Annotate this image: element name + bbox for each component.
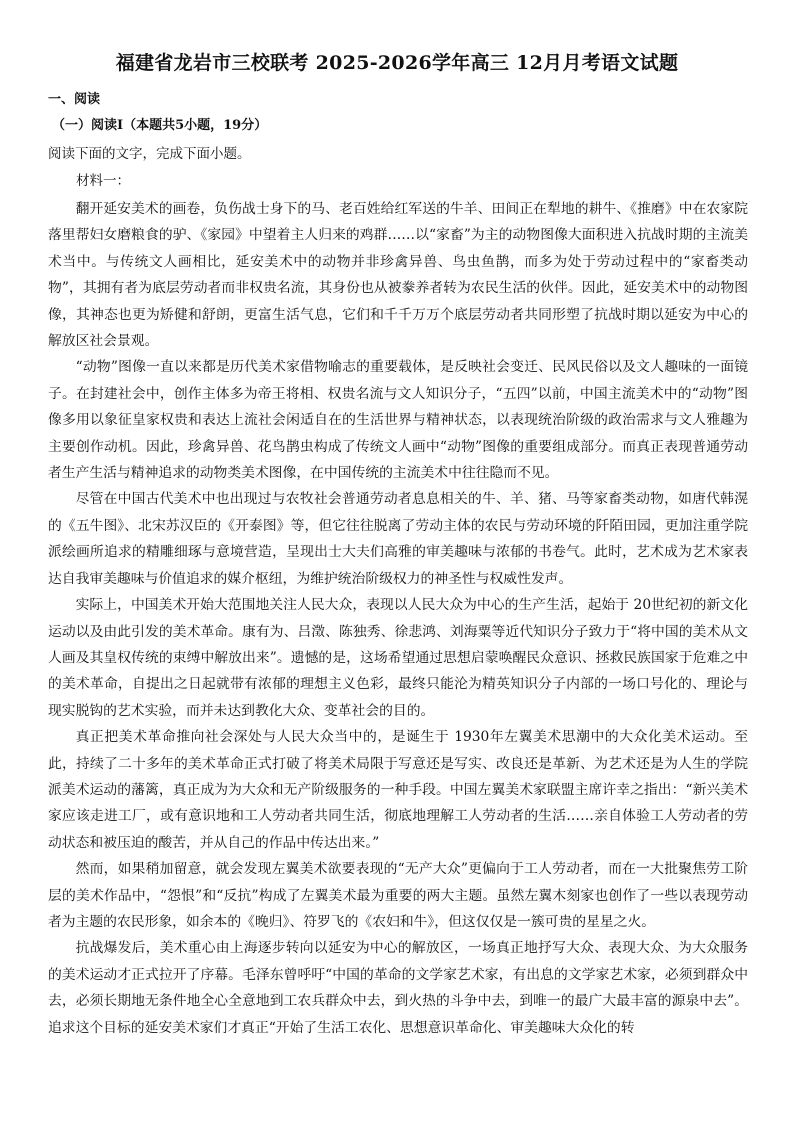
- passage-paragraph: 实际上，中国美术开始大范围地关注人民大众，表现以人民大众为中心的生产生活，起始于 20世纪初的新文化运动以及由此引发的美术革命。康有为、吕澂、陈独秀、徐悲鸿、刘海粟等近代知识分子致力于“将中国的美术从文人画及其皇权传统的束缚中解放出来”。遗憾的是，这场希望通过思想启蒙唤醒民众意识、拯救民族国家于危难之中的美术革命，自提出之日起就带有浓郁的理想主义色彩，最终只能沦为精英知识分子内部的一场口号化的、理论与现实脱钩的艺术实验，而并未达到教化大众、变革社会的目的。: [48, 597, 748, 719]
- sub-section-heading: （一）阅读Ⅰ（本题共5小题，19分）: [52, 118, 268, 133]
- passage-paragraph: 尽管在中国古代美术中也出现过与农牧社会普通劳动者息息相关的牛、羊、猪、马等家畜类动物，如唐代韩滉的《五牛图》、北宋苏汉臣的《开泰图》等，但它往往脱离了劳动主体的农民与劳动环境的阡陌田园，更加注重学院派绘画所追求的精雕细琢与意境营造，呈现出士大夫们高雅的审美趣味与浓郁的书卷气。此时，艺术成为艺术家表达自我审美趣味与价值追求的媒介枢纽，为维护统治阶级权力的神圣性与权威性发声。: [48, 491, 748, 587]
- reading-instruction: 阅读下面的文字，完成下面小题。: [48, 146, 251, 162]
- material-label: 材料一：: [76, 173, 130, 189]
- passage-paragraph: 真正把美术革命推向社会深处与人民大众当中的，是诞生于 1930年左翼美术思潮中的大众化美术运动。至此，持续了二十多年的美术革命正式打破了将美术局限于写意还是写实、改良还是革新、为艺术还是为人生的学院派美术运动的藩篱，真正成为为大众和无产阶级服务的一种手段。中国左翼美术家联盟主席许幸之指出：“新兴美术家应该走进工厂，或有意识地和工人劳动者共同生活，彻底地理解工人劳动者的生活……亲自体验工人劳动者的劳动状态和被压迫的酸苦，并从自己的作品中传达出来。”: [48, 729, 748, 851]
- passage-paragraph: 翻开延安美术的画卷，负伤战士身下的马、老百姓给红军送的牛羊、田间正在犁地的耕牛、《推磨》中在农家院落里帮妇女磨粮食的驴、《家园》中望着主人归来的鸡群……以“家畜”为主的动物图像大面积进入抗战时期的主流美术当中。与传统文人画相比，延安美术中的动物并非珍禽异兽、鸟虫鱼鹊，而多为处于劳动过程中的“家畜类动物”，其拥有者为底层劳动者而非权贵名流，其身份也从被豢养者转为农民生活的伙伴。因此，延安美术中的动物图像，其神态也更为矫健和舒朗，更富生活气息，它们和千千万万个底层劳动者共同形塑了抗战时期以延安为中心的解放区社会景观。: [48, 201, 748, 350]
- passage-paragraph: 然而，如果稍加留意，就会发现左翼美术欲要表现的“无产大众”更偏向于工人劳动者，而在一大批聚焦劳工阶层的美术作品中，“怨恨”和“反抗”构成了左翼美术最为重要的两大主题。虽然左翼木刻家也创作了一些以表现劳动者为主题的农民形象，如余本的《晚归》、符罗飞的《农妇和牛》，但这仅仅是一簇可贵的星星之火。: [48, 861, 748, 930]
- section-heading: 一、阅读: [48, 92, 101, 107]
- passage-paragraph: 抗战爆发后，美术重心由上海逐步转向以延安为中心的解放区，一场真正地抒写大众、表现大众、为大众服务的美术运动才正式拉开了序幕。毛泽东曾呼吁“中国的革命的文学家艺术家，有出息的文学家艺术家，必须到群众中去，必须长期地无条件地全心全意地到工农兵群众中去，到火热的斗争中去，到唯一的最广大最丰富的源泉中去”。追求这个目标的延安美术家们才真正“开始了生活工农化、思想意识革命化、审美趣味大众化的转: [48, 940, 748, 1036]
- exam-title: 福建省龙岩市三校联考 2025-2026学年高三 12月月考语文试题: [115, 52, 679, 74]
- passage-body: [48, 196, 748, 1041]
- passage-paragraph: “动物”图像一直以来都是历代美术家借物喻志的重要载体，是反映社会变迁、民风民俗以及文人趣味的一面镜子。在封建社会中，创作主体多为帝王将相、权贵名流与文人知识分子，“五四”以前，中国主流美术中的“动物”图像多用以象征皇家权贵和表达上流社会闲适自在的生活世界与精神状态，以表现统治阶级的政治需求与文人雅趣为主要创作动机。因此，珍禽异兽、花鸟鹊虫构成了传统文人画中“动物”图像的重要组成部分。而真正表现普通劳动者生产生活与精神追求的动物类美术图像，在中国传统的主流美术中往往隐而不见。: [48, 359, 748, 482]
